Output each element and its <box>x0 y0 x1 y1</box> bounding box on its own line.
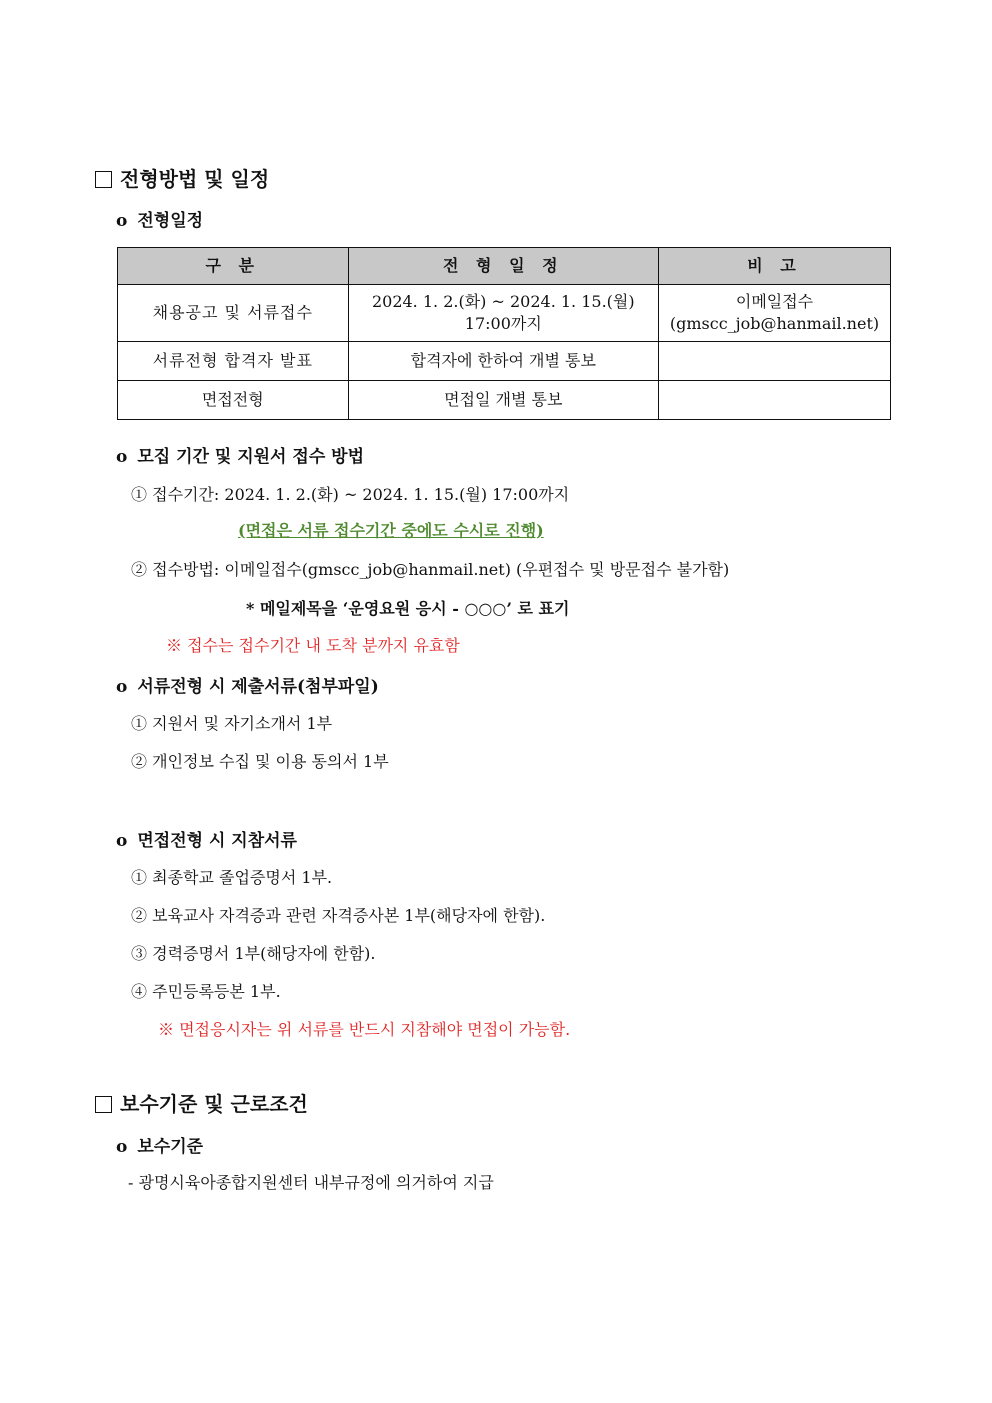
list-item: ① 최종학교 졸업증명서 1부. <box>131 868 333 887</box>
bullet-icon: o <box>116 1137 128 1157</box>
recruit-heading: o 모집 기간 및 지원서 접수 방법 <box>116 447 364 467</box>
table-header-row <box>118 248 891 285</box>
table-row <box>118 285 891 342</box>
row-category: 면접전형 <box>118 381 349 420</box>
list-item: ② 개인정보 수집 및 이용 동의서 1부 <box>131 752 389 771</box>
bullet-icon: o <box>116 831 128 851</box>
mail-subject-note: * 메일제목을 ‘운영요원 응시 - ○○○’ 로 표기 <box>246 599 570 618</box>
table-row <box>118 381 891 420</box>
checkbox-square-icon <box>95 171 112 188</box>
list-item: ③ 경력증명서 1부(해당자에 한함). <box>131 944 376 963</box>
header-note: 비 고 <box>659 248 891 285</box>
bullet-icon: o <box>116 677 128 697</box>
row-category: 채용공고 및 서류접수 <box>118 285 349 342</box>
row-schedule: 합격자에 한하여 개별 통보 <box>348 342 658 381</box>
list-item: ① 지원서 및 자기소개서 1부 <box>131 714 333 733</box>
interview-heading: o 면접전형 시 지참서류 <box>116 831 297 851</box>
row-note <box>659 381 891 420</box>
row-note <box>659 342 891 381</box>
list-item: ④ 주민등록등본 1부. <box>131 982 281 1001</box>
table-row <box>118 342 891 381</box>
header-category: 구 분 <box>118 248 349 285</box>
row-schedule: 면접일 개별 통보 <box>348 381 658 420</box>
recruit-item-2: ② 접수방법: 이메일접수(gmscc_job@hanmail.net) (우편접수 및 방문접수 불가함) <box>131 560 730 579</box>
row-schedule: 2024. 1. 2.(화) ~ 2024. 1. 15.(월) 17:00까지 <box>348 285 658 342</box>
bullet-icon: o <box>116 447 128 467</box>
recruit-warning: ※ 접수는 접수기간 내 도착 분까지 유효함 <box>166 636 460 655</box>
section-title-selection: 전형방법 및 일정 <box>95 163 269 192</box>
row-category: 서류전형 합격자 발표 <box>118 342 349 381</box>
recruit-item-1-note: (면접은 서류 접수기간 중에도 수시로 진행) <box>238 521 544 540</box>
documents-heading: o 서류전형 시 제출서류(첨부파일) <box>116 677 379 697</box>
recruit-item-1: ① 접수기간: 2024. 1. 2.(화) ~ 2024. 1. 15.(월) 17:00까지 <box>131 485 570 504</box>
list-item: ② 보육교사 자격증과 관련 자격증사본 1부(해당자에 한함). <box>131 906 546 925</box>
bullet-icon: o <box>116 211 128 231</box>
pay-item: - 광명시육아종합지원센터 내부규정에 의거하여 지급 <box>128 1173 494 1192</box>
schedule-heading: o 전형일정 <box>116 211 204 231</box>
pay-heading: o 보수기준 <box>116 1137 204 1157</box>
header-schedule: 전 형 일 정 <box>348 248 658 285</box>
interview-warning: ※ 면접응시자는 위 서류를 반드시 지참해야 면접이 가능함. <box>158 1020 571 1039</box>
row-note: 이메일접수 (gmscc_job@hanmail.net) <box>659 285 891 342</box>
checkbox-square-icon <box>95 1096 112 1113</box>
section-title-pay: 보수기준 및 근로조건 <box>95 1088 308 1117</box>
schedule-table <box>117 247 891 420</box>
